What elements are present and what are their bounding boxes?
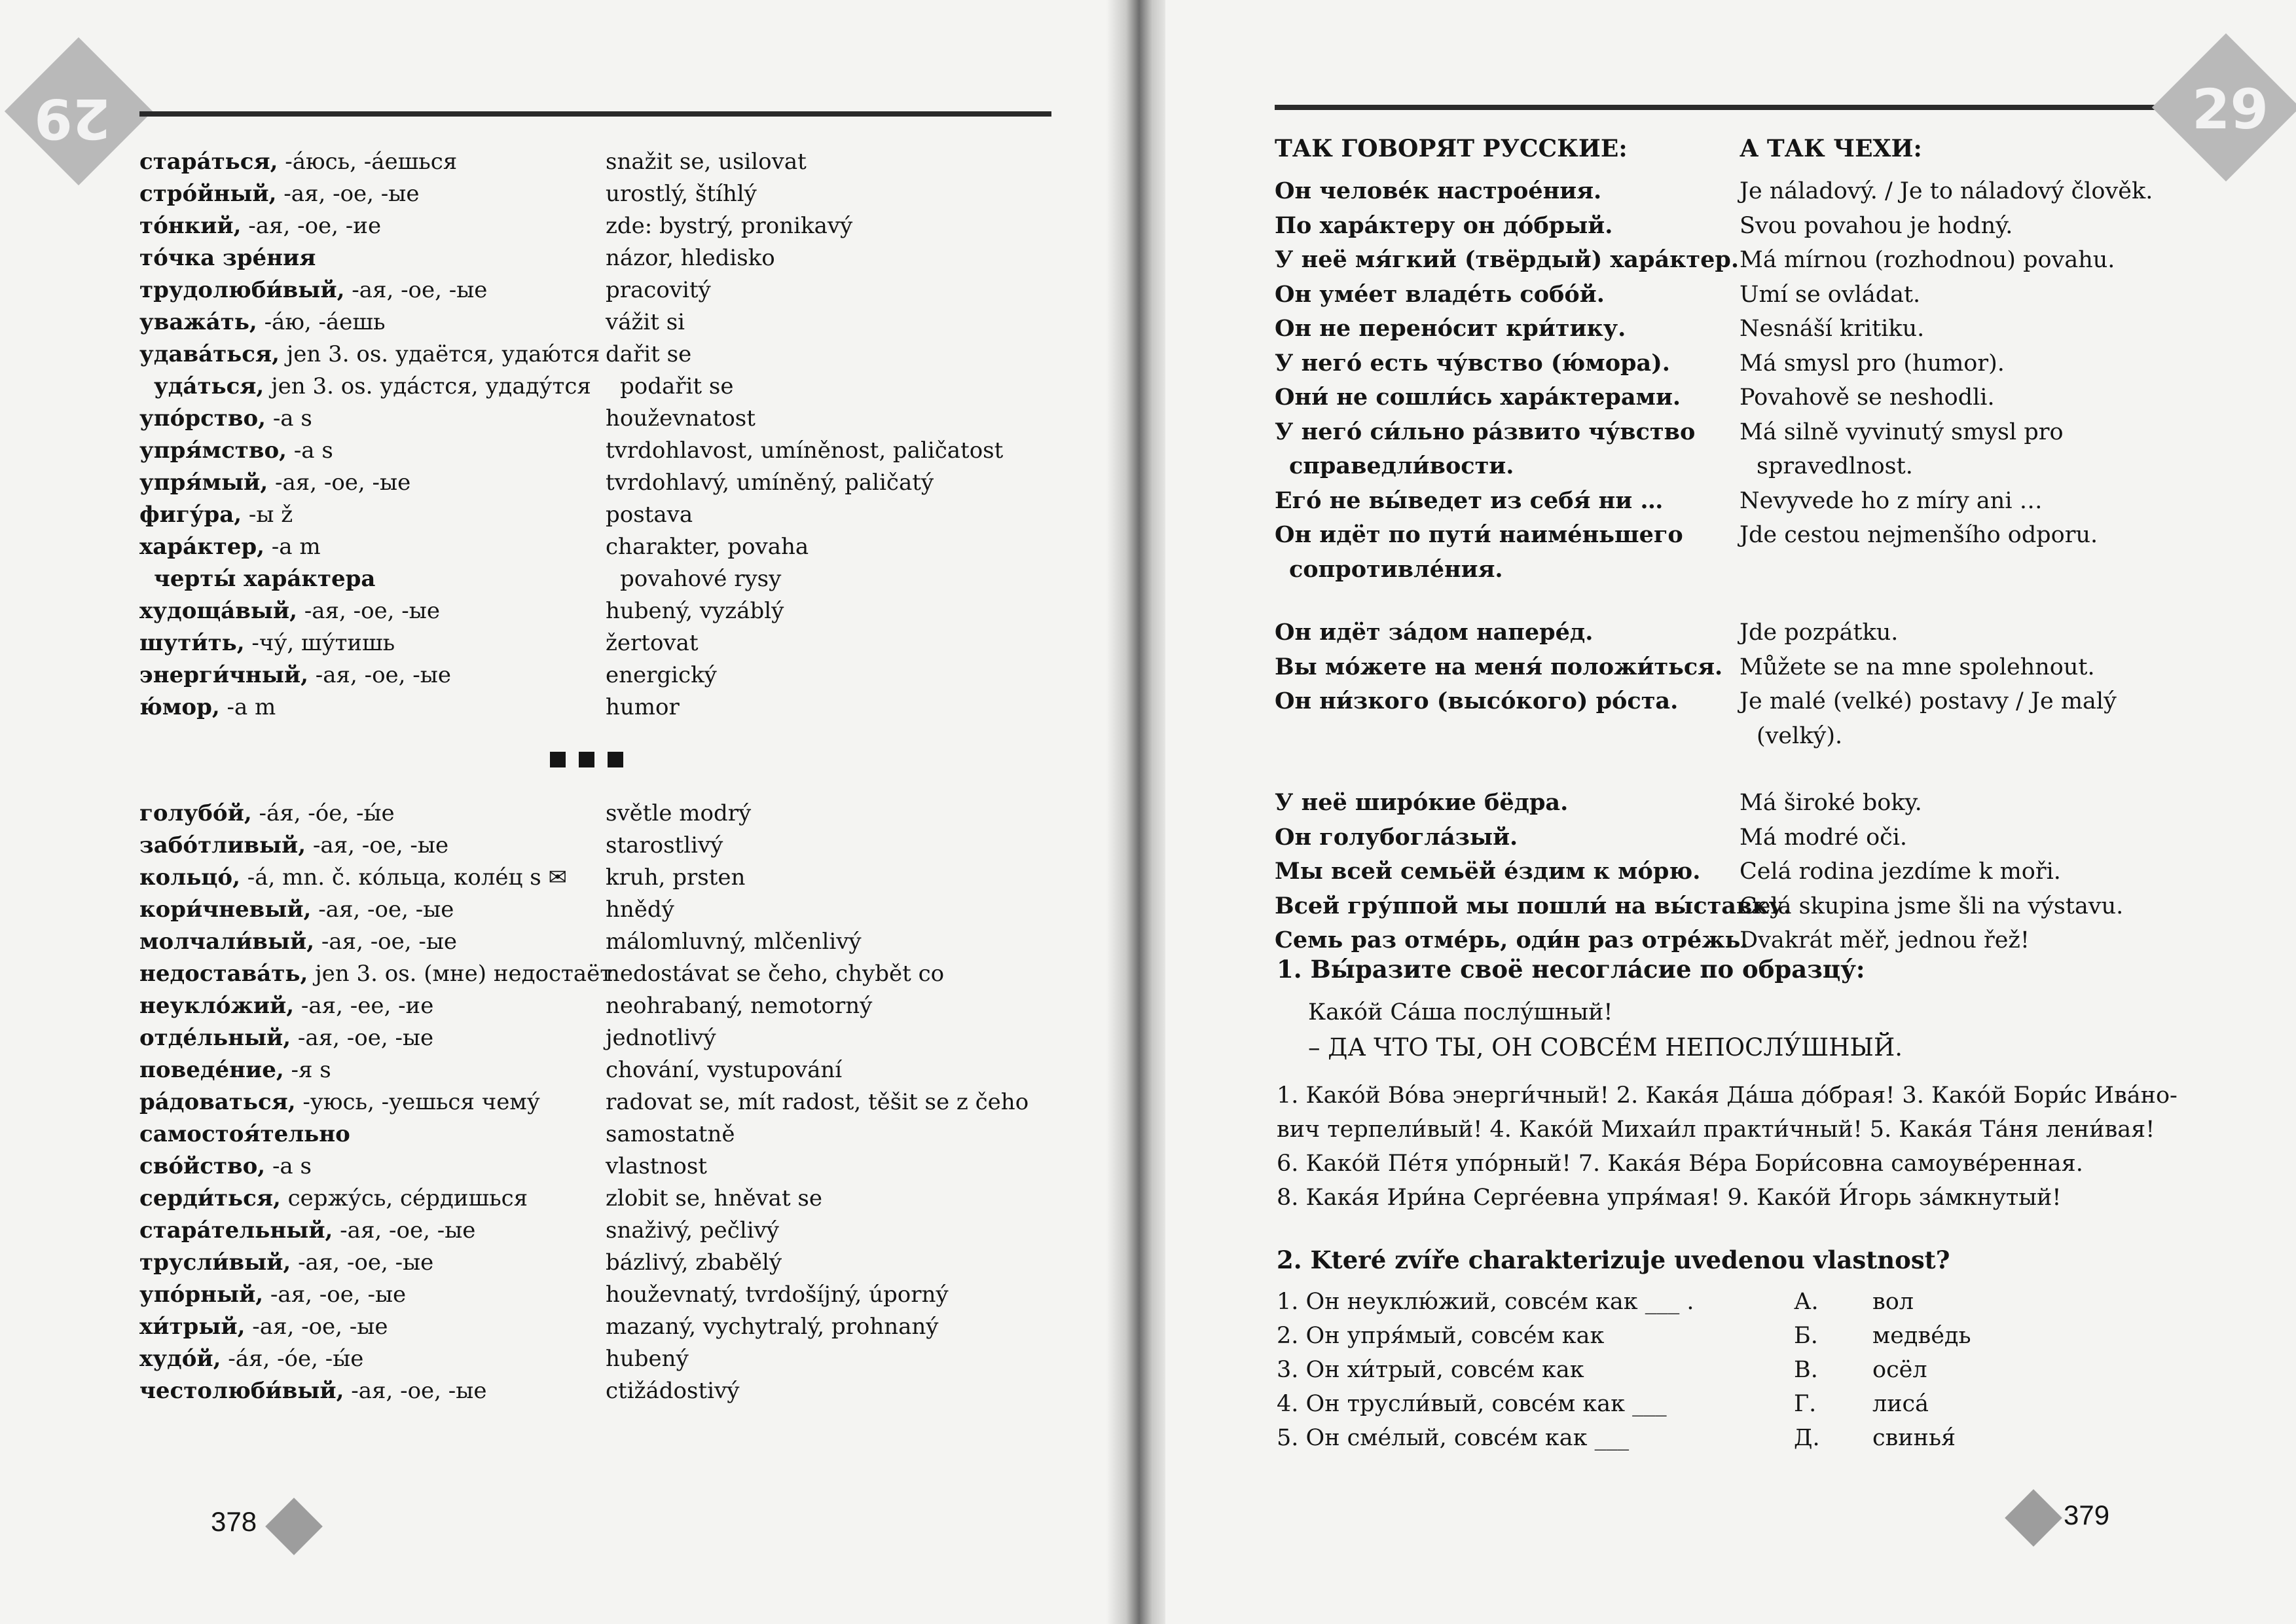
russian-phrase: Он идёт за́дом напере́д. xyxy=(1275,619,1594,646)
phrase-row xyxy=(1275,786,2191,820)
russian-term xyxy=(139,1342,363,1375)
russian-term xyxy=(139,1150,312,1183)
russian-phrase: Он челове́к настрое́ния. xyxy=(1275,177,1602,204)
headword: недостава́ть, xyxy=(139,961,308,987)
czech-translation: samostatně xyxy=(606,1121,735,1147)
vocab-entry xyxy=(139,829,1069,862)
animal-option: вол xyxy=(1872,1289,1914,1315)
russian-phrase: Его́ не вы́ведет из себя́ ни … xyxy=(1275,487,1664,514)
czech-translation: hnědý xyxy=(606,896,674,923)
vocab-entry xyxy=(139,1086,1069,1118)
czech-translation: zlobit se, hněvat se xyxy=(606,1185,822,1211)
czech-translation: chování, vystupování xyxy=(606,1057,843,1083)
headword: забо́тливый, xyxy=(139,832,306,858)
exercise-sentence: 1. Он неуклю́жий, совсе́м как ___ . xyxy=(1277,1289,1694,1315)
headword: голубо́й, xyxy=(139,800,252,826)
czech-translation: vážit si xyxy=(606,309,685,335)
czech-translation: energický xyxy=(606,662,717,688)
russian-phrase: сопротивле́ния. xyxy=(1289,555,1503,583)
phrase-row xyxy=(1275,684,2191,718)
czech-translation: radovat se, mít radost, těšit se z čeho xyxy=(606,1089,1029,1115)
grammar-forms: -ая, -ое, -ые xyxy=(263,1282,407,1308)
grammar-forms: -а́юсь, -а́ешься xyxy=(278,149,458,175)
czech-translation: pracovitý xyxy=(606,277,711,303)
vocab-entry xyxy=(139,957,1069,990)
option-letter: Б. xyxy=(1794,1323,1818,1349)
russian-term xyxy=(139,1375,486,1407)
matching-row xyxy=(1277,1353,2128,1387)
headword: то́чка зре́ния xyxy=(139,245,316,271)
phrase-row xyxy=(1275,415,2191,449)
czech-phrase: Celá skupina jsme šli na výstavu. xyxy=(1740,893,2124,919)
exercise-line: 1. Како́й Во́ва энерги́чный! 2. Кака́я Да́ша до́брая! 3. Како́й Бори́с Ива́но- xyxy=(1277,1082,2178,1109)
czech-phrase: Dvakrát měř, jednou řež! xyxy=(1740,927,2030,953)
headword: отде́льный, xyxy=(139,1025,291,1051)
russian-phrase: Он голубогла́зый. xyxy=(1275,823,1518,851)
page-number-right: 379 xyxy=(2064,1500,2110,1530)
headword: неукло́жий, xyxy=(139,993,295,1019)
task-1-example-question: Како́й Са́ша послу́шный! xyxy=(1308,999,1613,1025)
headword: упря́мство, xyxy=(139,437,287,464)
phrase-row xyxy=(1275,855,2191,889)
russian-phrase: справедли́вости. xyxy=(1289,452,1514,479)
grammar-forms: -а́ю, -а́ешь xyxy=(257,309,386,335)
czech-translation: tvrdohlavý, umíněný, paličatý xyxy=(606,470,934,496)
vocab-entry xyxy=(139,893,1069,926)
phrase-row xyxy=(1275,923,2191,957)
vocab-entry xyxy=(139,1022,1069,1054)
grammar-forms: -чу́, шу́тишь xyxy=(244,630,395,656)
czech-translation: hubený xyxy=(606,1346,689,1372)
czech-translation: humor xyxy=(606,694,680,720)
russian-phrase: Семь раз отме́рь, оди́н раз отре́жь. xyxy=(1275,927,1749,953)
vocab-entry xyxy=(139,797,1069,830)
grammar-forms: -я s xyxy=(283,1057,331,1083)
russian-term xyxy=(139,1086,540,1118)
grammar-forms: jen 3. os. (мне) недостаёт xyxy=(308,961,613,987)
czech-translation: starostlivý xyxy=(606,832,723,858)
vocabulary-list-lower xyxy=(0,0,1116,1624)
vocab-entry xyxy=(139,1278,1069,1311)
grammar-forms: -а́, mn. č. ко́льца, коле́ц s ✉ xyxy=(240,864,567,891)
grammar-forms: -а m xyxy=(219,694,276,720)
separator-square xyxy=(608,752,623,767)
russian-phrase: Он не перено́сит кри́тику. xyxy=(1275,315,1626,342)
headword: фигу́ра, xyxy=(139,502,242,528)
russian-phrase: Он ни́зкого (высо́кого) ро́ста. xyxy=(1275,688,1679,714)
grammar-forms: -ая, -ое, -ые xyxy=(333,1217,476,1244)
czech-phrase: (velký). xyxy=(1757,722,1843,749)
task-1-title: 1. Вы́разите своё несогла́сие по образцу́: xyxy=(1277,955,1865,984)
czech-translation: urostlý, štíhlý xyxy=(606,181,757,207)
animal-option: лиса́ xyxy=(1872,1391,1929,1417)
vocab-entry xyxy=(139,1310,1069,1343)
headword: сво́йство, xyxy=(139,1153,266,1179)
czech-translation: postava xyxy=(606,502,693,528)
czech-phrase: Jde pozpátku. xyxy=(1740,619,1899,646)
czech-translation: houževnatost xyxy=(606,405,756,432)
czech-phrase: Má modré oči. xyxy=(1740,824,1908,851)
czech-translation: tvrdohlavost, umíněnost, paličatost xyxy=(606,437,1004,464)
grammar-forms: -ая, -ее, -ие xyxy=(294,993,434,1019)
headword: трусли́вый, xyxy=(139,1249,291,1276)
russian-phrase: По хара́ктеру он до́брый. xyxy=(1275,212,1613,239)
czech-translation: snažit se, usilovat xyxy=(606,149,807,175)
headword: честолюби́вый, xyxy=(139,1378,344,1404)
czech-translation: zde: bystrý, pronikavý xyxy=(606,213,853,239)
headword: кори́чневый, xyxy=(139,896,312,923)
russian-term xyxy=(139,989,433,1022)
czech-phrase: spravedlnost. xyxy=(1757,453,1913,479)
czech-translation: mazaný, vychytralý, prohnaný xyxy=(606,1314,939,1340)
russian-phrase: Вы мо́жете на меня́ положи́ться. xyxy=(1275,653,1723,680)
russian-phrase: У неё широ́кие бёдра. xyxy=(1275,789,1569,816)
headword: энерги́чный, xyxy=(139,662,308,688)
czech-phrase: Nevyvede ho z míry ani … xyxy=(1740,487,2043,514)
russian-phrase: Всей гру́ппой мы пошли́ на вы́ставку. xyxy=(1275,892,1792,919)
grammar-forms: -ая, -ое, -ые xyxy=(291,1249,434,1276)
czech-phrase: Má silně vyvinutý smysl pro xyxy=(1740,418,2064,445)
section-separator xyxy=(550,752,623,767)
czech-translation: ctižádostivý xyxy=(606,1378,740,1404)
headword: поведе́ние, xyxy=(139,1057,284,1083)
czech-phrase: Je náladový. / Je to náladový člověk. xyxy=(1740,178,2153,204)
czech-phrase: Umí se ovládat. xyxy=(1740,281,1921,308)
russian-term xyxy=(139,1118,350,1151)
grammar-forms: -ая, -ое, -ые xyxy=(308,662,451,688)
vocab-entry xyxy=(139,1246,1069,1279)
czech-translation: hubený, vyzáblý xyxy=(606,598,784,624)
russian-term xyxy=(139,829,448,862)
page-number-left: 378 xyxy=(211,1506,257,1537)
phrase-row xyxy=(1275,243,2191,277)
headword: упо́рный, xyxy=(139,1282,264,1308)
czech-translation: vlastnost xyxy=(606,1153,707,1179)
headword: то́нкий, xyxy=(139,213,242,239)
grammar-forms: -ая, -ое, -ые xyxy=(297,598,440,624)
czech-translation: málomluvný, mlčenlivý xyxy=(606,929,862,955)
czech-translation: bázlivý, zbabělý xyxy=(606,1249,782,1276)
grammar-forms: -ая, -ое, -ые xyxy=(344,277,488,303)
exercise-sentence: 3. Он хи́трый, совсе́м как xyxy=(1277,1357,1584,1383)
phrases-header-ru: ТАК ГОВОРЯТ РУССКИЕ: xyxy=(1275,135,1628,162)
vocab-entry xyxy=(139,925,1069,958)
grammar-forms: -а s xyxy=(286,437,333,464)
headword: худо́й, xyxy=(139,1346,221,1372)
phrase-row xyxy=(1275,889,2191,923)
phrase-row xyxy=(1275,518,2191,552)
headword: удава́ться, xyxy=(139,341,280,367)
headword: черты́ хара́ктера xyxy=(154,566,376,592)
phrase-row xyxy=(1275,616,2191,650)
headword: стара́ться, xyxy=(139,149,278,175)
russian-term xyxy=(139,1310,388,1343)
headword: ра́доваться, xyxy=(139,1089,296,1115)
animal-option: медве́дь xyxy=(1872,1323,1971,1349)
russian-term xyxy=(139,1246,433,1279)
vocab-entry xyxy=(139,861,1069,894)
phrase-row xyxy=(1275,209,2191,243)
czech-translation: kruh, prsten xyxy=(606,864,746,891)
grammar-forms: -ая, -ое, -ые xyxy=(245,1314,388,1340)
phrase-row xyxy=(1275,553,2191,587)
grammar-forms: сержу́сь, се́рдишься xyxy=(280,1185,528,1211)
czech-translation: podařit se xyxy=(620,373,734,399)
phrase-row xyxy=(1275,650,2191,684)
grammar-forms: -ая, -ое, -ые xyxy=(344,1378,487,1404)
czech-translation: dařit se xyxy=(606,341,692,367)
russian-term xyxy=(139,1214,475,1247)
czech-phrase: Povahově se neshodli. xyxy=(1740,384,1995,411)
grammar-forms: -а s xyxy=(266,405,312,432)
exercise-sentence: 4. Он трусли́вый, совсе́м как ___ xyxy=(1277,1391,1667,1417)
exercise-line: 8. Кака́я Ири́на Серге́евна упря́мая! 9. Како́й И́горь за́мкнутый! xyxy=(1277,1185,2062,1211)
exercise-sentence: 5. Он сме́лый, совсе́м как ___ xyxy=(1277,1425,1630,1451)
vocab-entry xyxy=(139,1375,1069,1407)
czech-translation: houževnatý, tvrdošíjný, úporný xyxy=(606,1282,949,1308)
vocab-entry xyxy=(139,989,1069,1022)
headword: стро́йный, xyxy=(139,181,277,207)
russian-term xyxy=(139,797,395,830)
czech-translation: světle modrý xyxy=(606,800,752,826)
headword: стара́тельный, xyxy=(139,1217,333,1244)
phrase-row xyxy=(1275,312,2191,346)
book-gutter xyxy=(1106,0,1172,1624)
russian-term xyxy=(139,1278,406,1311)
separator-square xyxy=(579,752,594,767)
vocab-entry xyxy=(139,1054,1069,1086)
grammar-forms: -а́я, -о́е, -ы́е xyxy=(221,1346,364,1372)
exercise-sentence: 2. Он упря́мый, совсе́м как xyxy=(1277,1323,1605,1349)
headword: кольцо́, xyxy=(139,864,240,891)
headword: худоща́вый, xyxy=(139,598,297,624)
exercise-line: 6. Како́й Пе́тя упо́рный! 7. Кака́я Ве́ра Бори́совна самоуве́ренная. xyxy=(1277,1151,2083,1177)
option-letter: В. xyxy=(1794,1357,1818,1383)
phrases-header-cz: А ТАК ЧЕХИ: xyxy=(1740,135,1922,162)
matching-row xyxy=(1277,1387,2128,1421)
grammar-forms: -ая, -ое, -ые xyxy=(314,929,458,955)
grammar-forms: -а́я, -о́е, -ы́е xyxy=(251,800,395,826)
czech-translation: žertovat xyxy=(606,630,699,656)
option-letter: Г. xyxy=(1794,1391,1817,1417)
czech-translation: nedostávat se čeho, chybět co xyxy=(606,961,945,987)
corner-number: 29 xyxy=(2192,77,2269,141)
headword: хара́ктер, xyxy=(139,534,264,560)
czech-translation: neohrabaný, nemotorný xyxy=(606,993,873,1019)
phrase-row xyxy=(1275,449,2191,483)
matching-row xyxy=(1277,1319,2128,1353)
grammar-forms: -ая, -ое, -ые xyxy=(311,896,454,923)
russian-term xyxy=(139,861,567,894)
czech-phrase: Celá rodina jezdíme k moři. xyxy=(1740,858,2061,885)
grammar-forms: -ы ž xyxy=(242,502,293,528)
grammar-forms: -а m xyxy=(264,534,321,560)
grammar-forms: -а s xyxy=(265,1153,312,1179)
grammar-forms: jen 3. os. уда́стся, удаду́тся xyxy=(264,373,591,399)
phrase-row xyxy=(1275,278,2191,312)
czech-translation: charakter, povaha xyxy=(606,534,809,560)
russian-term xyxy=(139,1182,528,1215)
option-letter: Д. xyxy=(1794,1425,1820,1451)
russian-term xyxy=(139,1022,433,1054)
matching-row xyxy=(1277,1421,2128,1455)
grammar-forms: jen 3. os. удаётся, удаю́тся xyxy=(279,341,600,367)
phrase-row xyxy=(1275,821,2191,855)
russian-phrase: У него́ си́льно ра́звито чу́вство xyxy=(1275,418,1696,445)
vocab-entry xyxy=(139,1118,1069,1151)
headword: трудолюби́вый, xyxy=(139,277,345,303)
phrase-row xyxy=(1275,174,2191,208)
czech-translation: povahové rysy xyxy=(620,566,782,592)
headword: упря́мый, xyxy=(139,470,268,496)
russian-phrase: Он уме́ет владе́ть собо́й. xyxy=(1275,280,1605,308)
task-2-title: 2. Které zvíře charakterizuje uvedenou vlastnost? xyxy=(1277,1246,1950,1274)
vocab-entry xyxy=(139,1342,1069,1375)
czech-phrase: Jde cestou nejmenšího odporu. xyxy=(1740,522,2098,548)
grammar-forms: -уюсь, -уешься чему́ xyxy=(295,1089,540,1115)
matching-row xyxy=(1277,1285,2128,1319)
exercise-line: вич терпели́вый! 4. Како́й Михаи́л практи́чный! 5. Кака́я Та́ня лени́вая! xyxy=(1277,1116,2155,1143)
animal-option: свинья́ xyxy=(1872,1425,1956,1451)
headword: шути́ть, xyxy=(139,630,245,656)
czech-phrase: Je malé (velké) postavy / Je malý xyxy=(1740,688,2117,714)
vocab-entry xyxy=(139,1150,1069,1183)
headword: уважа́ть, xyxy=(139,309,257,335)
phrase-row xyxy=(1275,719,2191,753)
task-1-example-answer: – ДА ЧТО ТЫ, ОН СОВСЕ́М НЕПОСЛУ́ШНЫЙ. xyxy=(1308,1033,1903,1061)
grammar-forms: -ая, -ое, -ые xyxy=(268,470,411,496)
russian-phrase: Они́ не сошли́сь хара́ктерами. xyxy=(1275,384,1681,411)
czech-phrase: Má široké boky. xyxy=(1740,790,1922,816)
phrase-row xyxy=(1275,346,2191,380)
headword: хи́трый, xyxy=(139,1314,246,1340)
vocab-entry xyxy=(139,1182,1069,1215)
czech-translation: názor, hledisko xyxy=(606,245,775,271)
russian-phrase: Он идёт по пути́ наиме́ньшего xyxy=(1275,521,1683,548)
option-letter: А. xyxy=(1794,1289,1819,1315)
animal-option: осёл xyxy=(1872,1357,1927,1383)
czech-phrase: Můžete se na mne spolehnout. xyxy=(1740,654,2095,680)
grammar-forms: -ая, -ое, -ые xyxy=(306,832,449,858)
headword: молчали́вый, xyxy=(139,929,315,955)
russian-term xyxy=(139,1054,331,1086)
headword: серди́ться, xyxy=(139,1185,281,1211)
phrase-row xyxy=(1275,380,2191,415)
headword: ю́мор, xyxy=(139,694,220,720)
czech-phrase: Má smysl pro (humor). xyxy=(1740,350,2005,377)
czech-phrase: Svou povahou je hodný. xyxy=(1740,212,2013,239)
headword: уда́ться, xyxy=(154,373,264,399)
russian-term xyxy=(139,925,457,958)
czech-phrase: Nesnáší kritiku. xyxy=(1740,316,1925,342)
grammar-forms: -ая, -ое, -ые xyxy=(276,181,420,207)
grammar-forms: -ая, -ое, -ие xyxy=(241,213,382,239)
grammar-forms: -ая, -ое, -ые xyxy=(291,1025,434,1051)
corner-number: 29 xyxy=(34,86,111,151)
russian-term xyxy=(139,957,612,990)
vocab-entry xyxy=(139,1214,1069,1247)
phrase-row xyxy=(1275,484,2191,518)
headword: самостоя́тельно xyxy=(139,1121,350,1147)
russian-term xyxy=(139,893,454,926)
russian-phrase: У неё мя́гкий (твёрдый) хара́ктер. xyxy=(1275,246,1740,273)
czech-phrase: Má mírnou (rozhodnou) povahu. xyxy=(1740,247,2115,273)
separator-square xyxy=(550,752,566,767)
czech-translation: snaživý, pečlivý xyxy=(606,1217,780,1244)
top-rule xyxy=(1275,105,2187,110)
headword: упо́рство, xyxy=(139,405,266,432)
russian-phrase: Мы всей семьёй е́здим к мо́рю. xyxy=(1275,858,1701,885)
czech-translation: jednotlivý xyxy=(606,1025,716,1051)
russian-phrase: У него́ есть чу́вство (ю́мора). xyxy=(1275,349,1670,377)
